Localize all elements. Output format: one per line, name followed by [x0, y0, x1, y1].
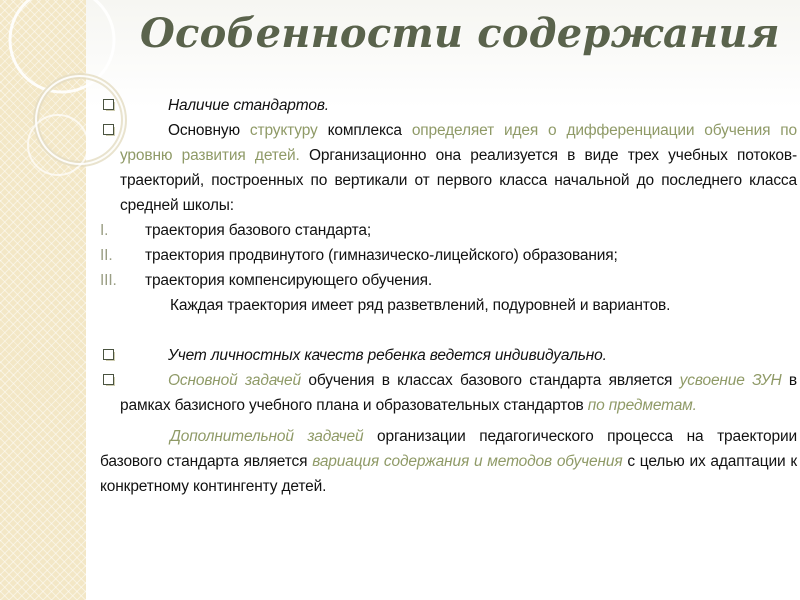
paragraph-branches: Каждая траектория имеет ряд разветвлений, подуровней и вариантов. — [170, 297, 671, 314]
bullet-item-standards: Наличие стандартов. — [100, 93, 797, 118]
list-item-trajectory-1: I. траектория базового стандарта; — [100, 222, 372, 239]
slide-content — [100, 93, 797, 499]
slide-title: Особенности содержания — [140, 10, 780, 57]
checkbox-bullet-icon — [102, 118, 116, 138]
checkbox-bullet-icon — [102, 93, 116, 113]
checkbox-bullet-icon — [102, 368, 116, 388]
list-item-trajectory-2: II. траектория продвинутого (гимназическо-лицейского) образования; — [100, 247, 618, 264]
paragraph-additional-task: Дополнительной задачей организации педагогического процесса на траектории базового стандарта является вариация содержания и методов обучения с целью их адаптации к конкретному контингенту детей. — [100, 428, 797, 495]
list-item-trajectory-3: III. траектория компенсирующего обучения. — [100, 272, 433, 289]
bullet-item-structure: Основную структуру комплекса определяет идея о дифференциации обучения по уровню развития детей. Организационно она реализуется в виде трех учебных потоков-траекторий, построенных по вертикали от первого класса начальной до последнего класса средней школы: — [100, 118, 797, 218]
checkbox-bullet-icon — [102, 343, 116, 363]
bullet-item-personal-qualities: Учет личностных качеств ребенка ведется индивидуально. — [100, 343, 797, 368]
bullet-item-main-task: Основной задачей обучения в классах базового стандарта является усвоение ЗУН в рамках базисного учебного плана и образовательных стандартов по предметам. — [100, 368, 797, 418]
